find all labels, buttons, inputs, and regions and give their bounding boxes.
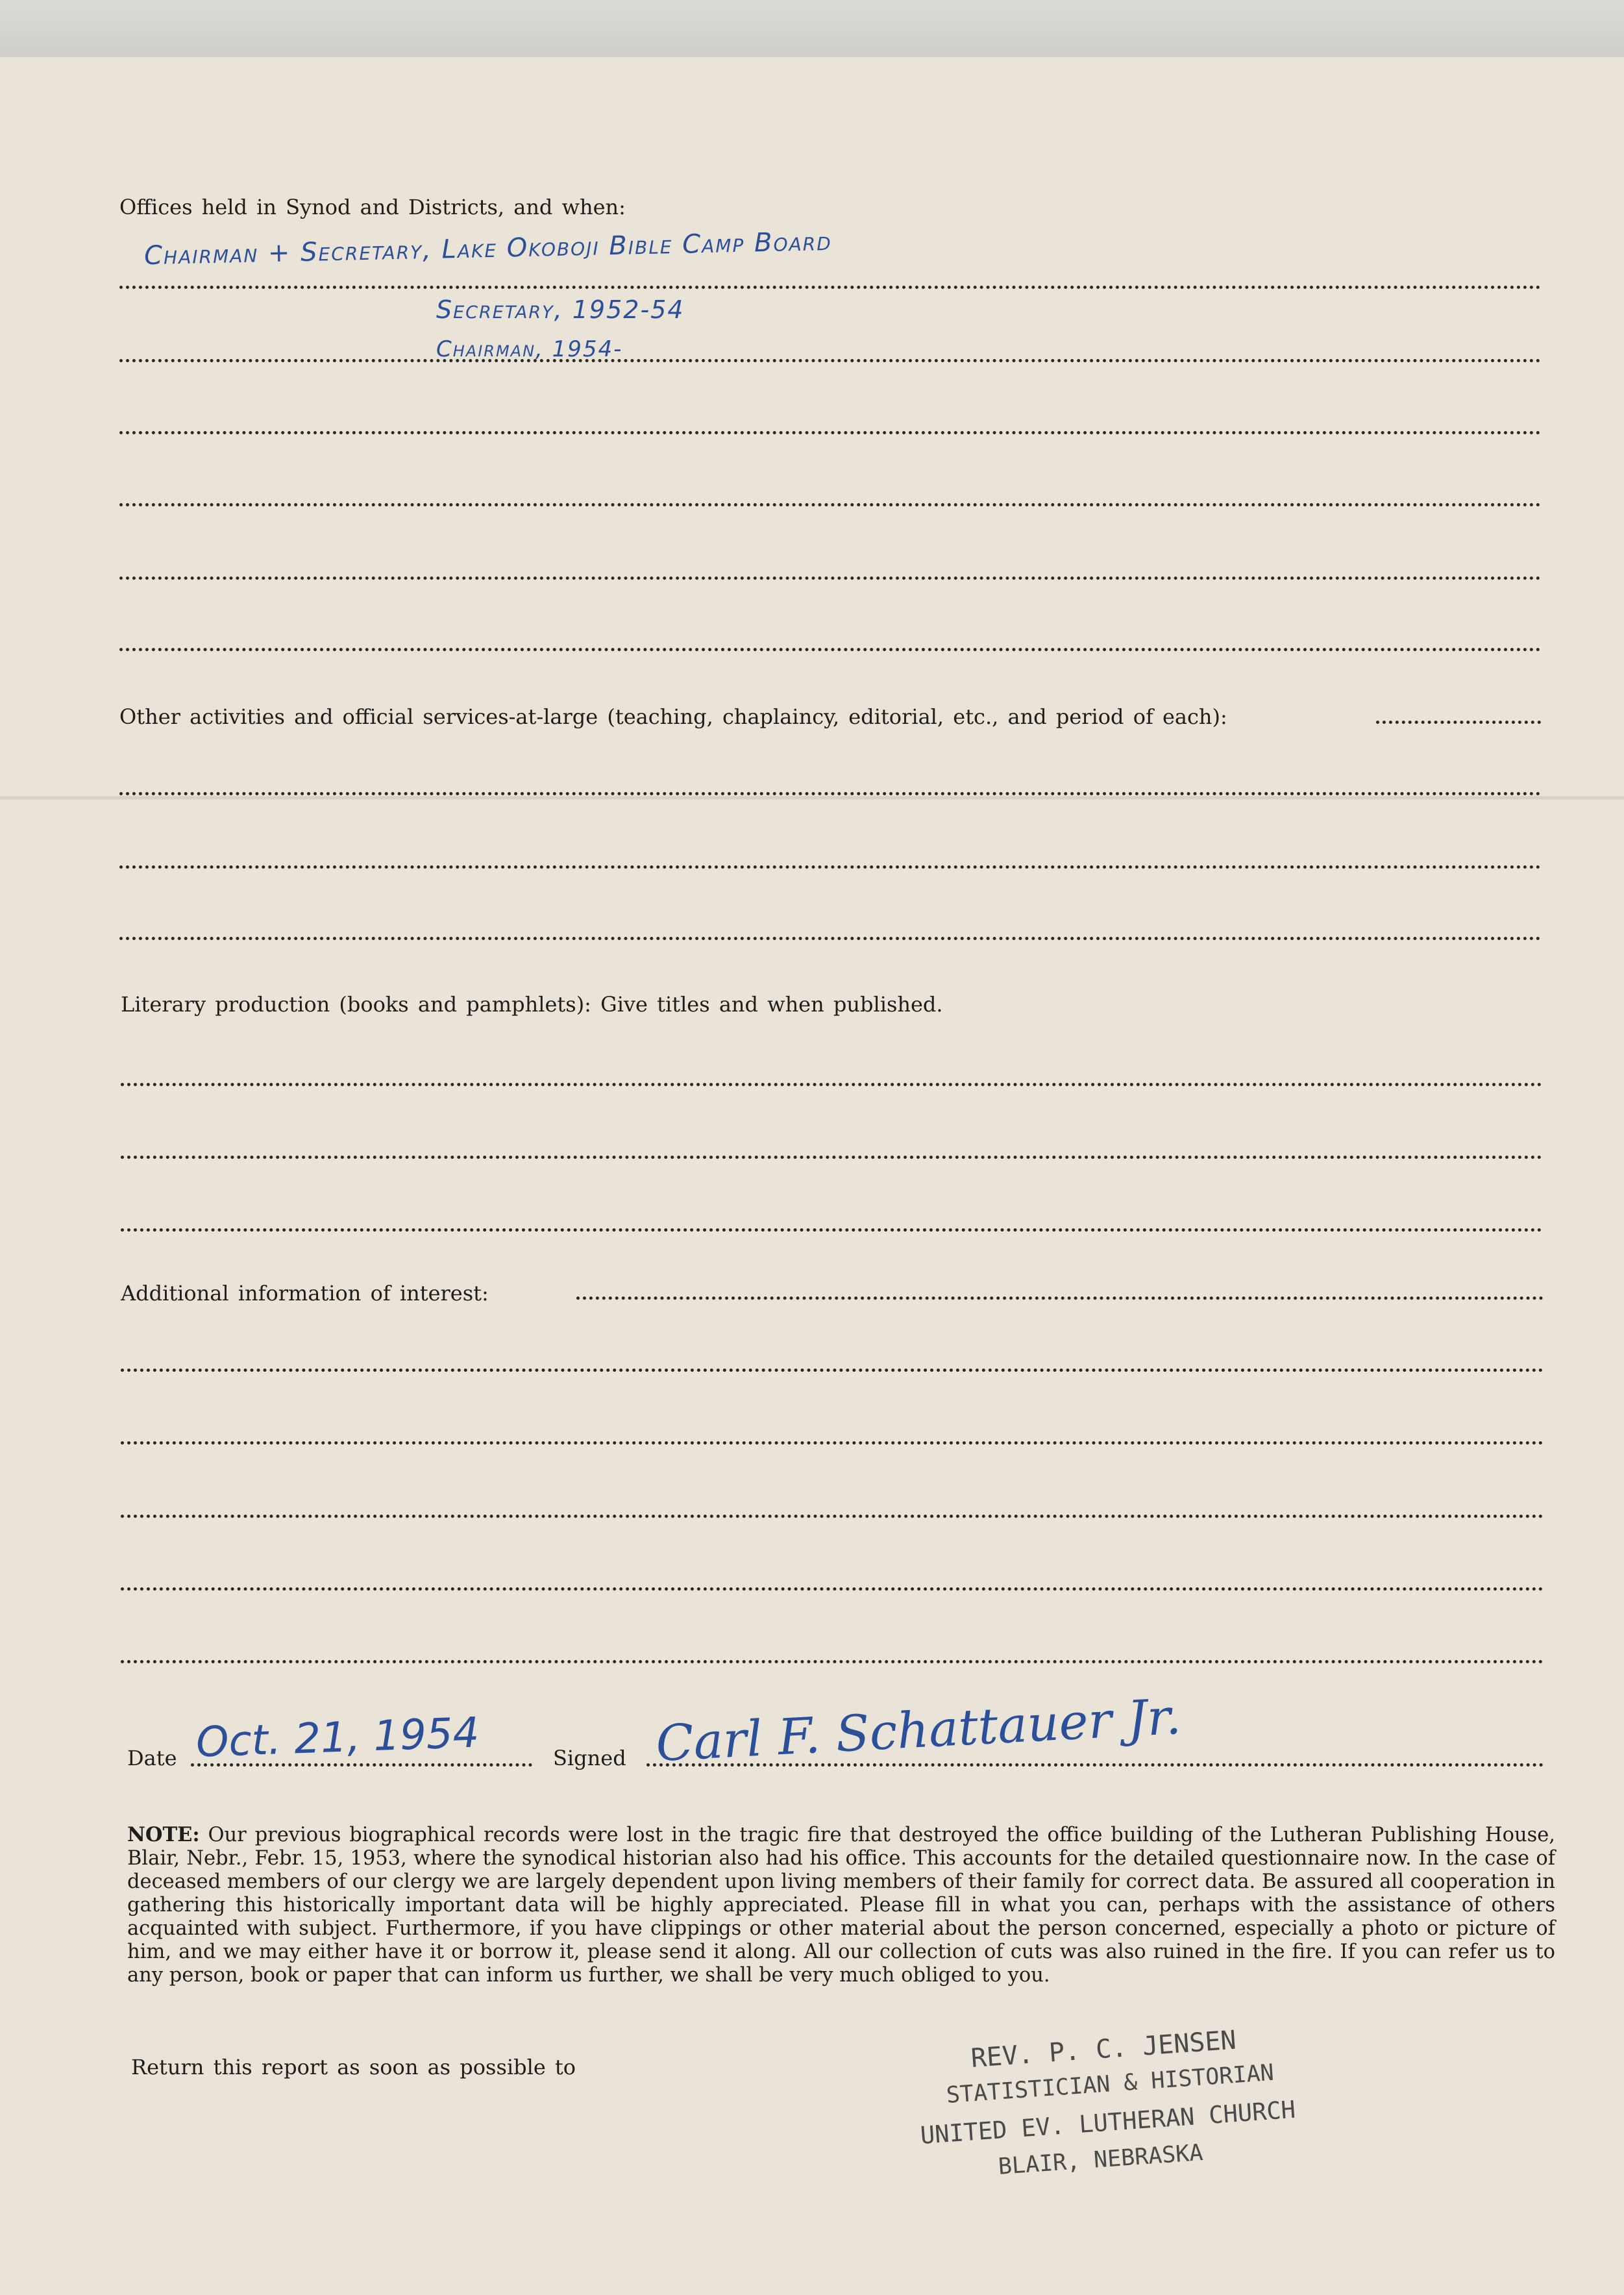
return-label: Return this report as soon as possible to: [131, 2055, 576, 2079]
note-paragraph: [127, 1823, 1555, 1987]
date-label: Date: [127, 1746, 177, 1770]
literary-line[interactable]: [121, 1228, 1542, 1232]
additional-line[interactable]: [121, 1660, 1544, 1663]
activities-line[interactable]: [119, 865, 1541, 869]
additional-line[interactable]: [121, 1441, 1544, 1445]
offices-line[interactable]: [119, 431, 1541, 434]
page-fold: [0, 796, 1624, 800]
literary-line[interactable]: [121, 1083, 1542, 1086]
literary-label: Literary production (books and pamphlets): Give titles and when published.: [121, 992, 943, 1017]
additional-line[interactable]: [576, 1296, 1544, 1300]
offices-line[interactable]: [119, 577, 1541, 580]
activities-line[interactable]: [1376, 721, 1541, 724]
signed-label: Signed: [553, 1746, 626, 1770]
stamp-line-3: UNITED EV. LUTHERAN CHURCH: [919, 2095, 1297, 2150]
note-body: Our previous biographical records were lost in the tragic fire that destroyed the office building of the Lutheran Publishing House, Blair, Nebr., Febr. 15, 1953, where the synodical historian also had his office. This accounts for the detailed questionnaire now. In the case of deceased members of our clergy we are largely dependent upon living members of their family for correct data. Be assured all cooperation in gathering this historically important data will be highly appreciated. Please fill in what you can, perhaps with the assistance of others acquainted with subject. Furthermore, if you have clippings or other material about the person concerned, especially a photo or picture of him, and we may either have it or borrow it, please send it along. All our collection of cuts was also ruined in the fire. If you can refer us to any person, book or paper that can inform us further, we shall be very much obliged to you.: [127, 1824, 1556, 1987]
activities-label: Other activities and official services-at-large (teaching, chaplaincy, editorial, etc., and period of each):: [119, 704, 1227, 729]
offices-line[interactable]: [119, 286, 1541, 289]
stamp-line-4: BLAIR, NEBRASKA: [997, 2140, 1204, 2180]
date-value: Oct. 21, 1954: [195, 1709, 480, 1767]
additional-line[interactable]: [121, 1369, 1544, 1372]
additional-line[interactable]: [121, 1515, 1544, 1518]
offices-line[interactable]: [119, 648, 1541, 651]
date-line[interactable]: [191, 1763, 532, 1767]
stamp-line-1: REV. P. C. JENSEN: [970, 2025, 1238, 2074]
note-heading: NOTE:: [127, 1823, 200, 1846]
offices-line[interactable]: [119, 503, 1541, 506]
offices-entry-2: Secretary, 1952-54: [436, 295, 685, 324]
additional-label: Additional information of interest:: [121, 1281, 489, 1306]
additional-line[interactable]: [121, 1587, 1544, 1591]
offices-label: Offices held in Synod and Districts, and when:: [119, 195, 626, 219]
offices-entry-3: Chairman, 1954-: [436, 336, 623, 362]
scan-background: [0, 0, 1624, 57]
signature: Carl F. Schattauer Jr.: [654, 1687, 1183, 1773]
offices-entry-1: Chairman + Secretary, Lake Okoboji Bible Camp Board: [143, 226, 833, 271]
activities-line[interactable]: [119, 937, 1541, 940]
literary-line[interactable]: [121, 1156, 1542, 1159]
stamp-line-2: STATISTICIAN & HISTORIAN: [945, 2059, 1275, 2109]
offices-line[interactable]: [119, 359, 1541, 362]
activities-line[interactable]: [119, 792, 1541, 795]
signature-line[interactable]: [646, 1763, 1544, 1767]
